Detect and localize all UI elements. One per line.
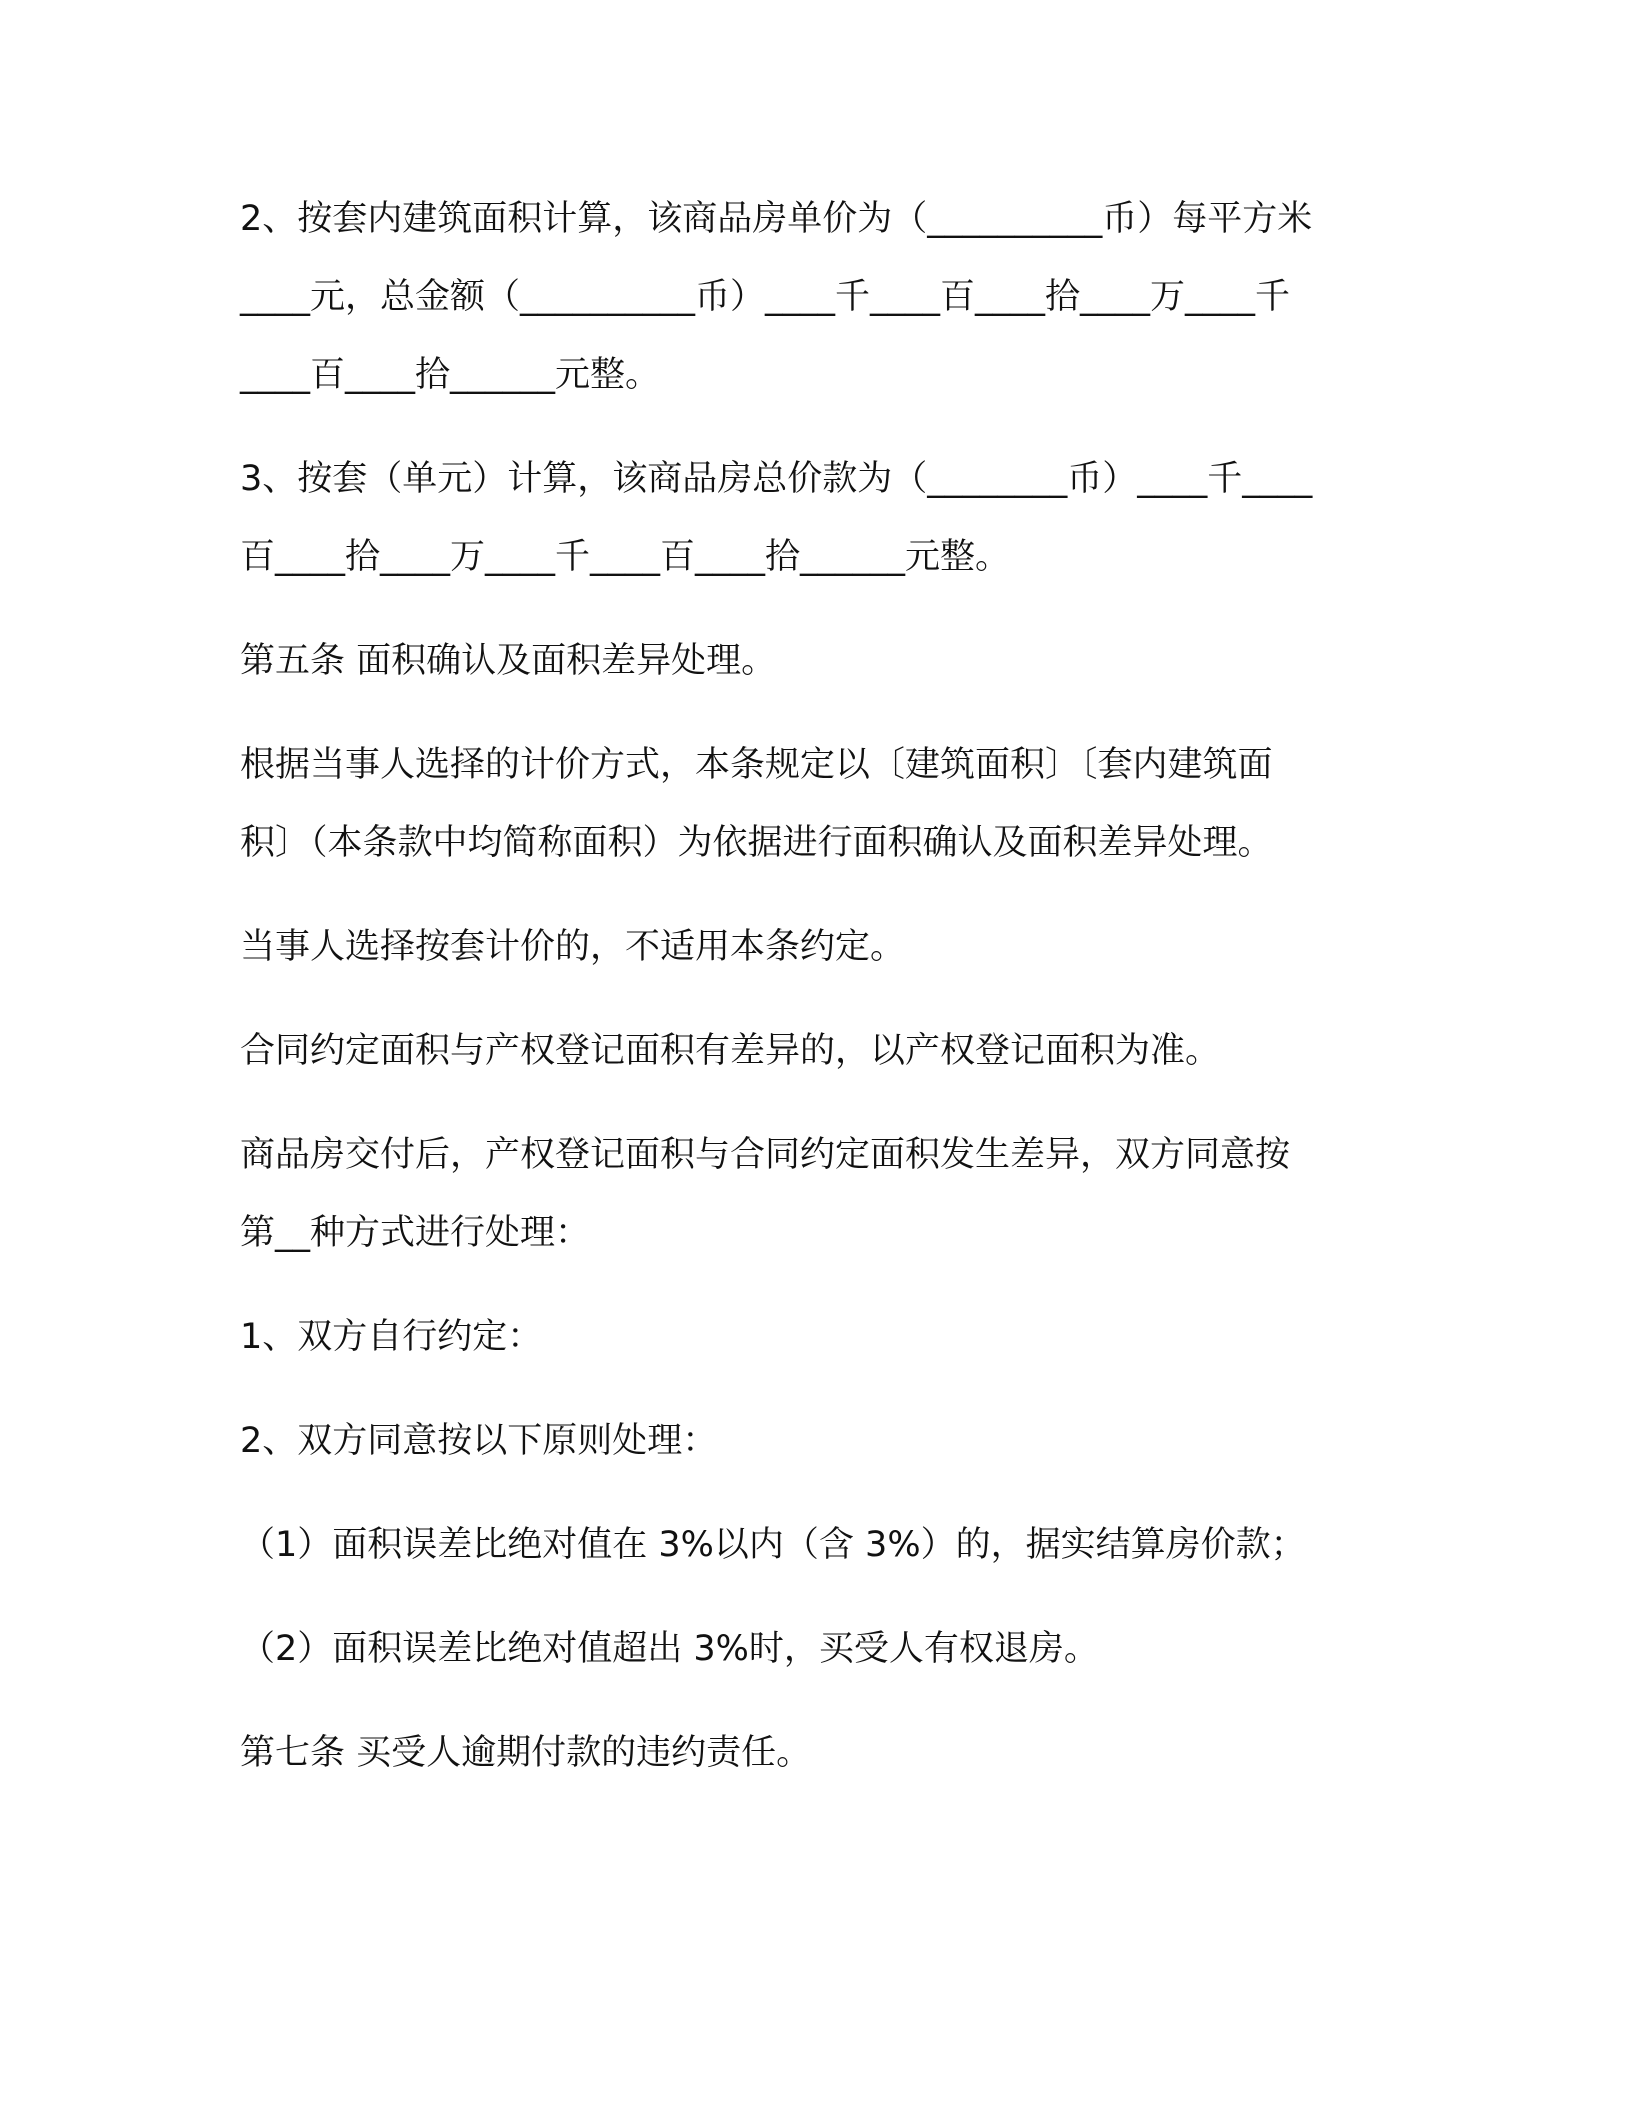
text-line: ____百____拾______元整。 <box>240 355 661 395</box>
text-line: 根据当事人选择的计价方式，本条规定以〔建筑面积〕〔套内建筑面 <box>240 745 1273 785</box>
paragraph-option-2-item-2 <box>240 1610 1400 1688</box>
paragraph-article-5-basis <box>240 726 1400 882</box>
paragraph-option-1 <box>240 1298 1400 1376</box>
text-line: 商品房交付后，产权登记面积与合同约定面积发生差异，双方同意按 <box>240 1135 1291 1175</box>
text-line: 当事人选择按套计价的，不适用本条约定。 <box>240 927 906 967</box>
document-page <box>240 180 1400 1818</box>
text-line: （1）面积误差比绝对值在 3%以内（含 3%）的，据实结算房价款； <box>240 1525 1306 1565</box>
paragraph-option-2-item-1 <box>240 1506 1400 1584</box>
paragraph-price-by-unit <box>240 440 1400 596</box>
text-line: 第__种方式进行处理： <box>240 1213 591 1253</box>
text-line: 1、双方自行约定： <box>240 1317 543 1357</box>
article-5-heading <box>240 622 1400 700</box>
text-line: 百____拾____万____千____百____拾______元整。 <box>240 537 1011 577</box>
paragraph-handling <box>240 1116 1400 1272</box>
paragraph-option-2 <box>240 1402 1400 1480</box>
paragraph-price-by-inner-area <box>240 180 1400 414</box>
text-line: 2、双方同意按以下原则处理： <box>240 1421 718 1461</box>
text-line: 3、按套（单元）计算，该商品房总价款为（________币）____千____ <box>240 459 1313 499</box>
text-line: 第七条 买受人逾期付款的违约责任。 <box>240 1733 812 1773</box>
text-line: 积〕（本条款中均简称面积）为依据进行面积确认及面积差异处理。 <box>240 823 1273 863</box>
paragraph-registration <box>240 1012 1400 1090</box>
article-7-heading <box>240 1714 1400 1792</box>
text-line: 合同约定面积与产权登记面积有差异的，以产权登记面积为准。 <box>240 1031 1221 1071</box>
text-line: ____元，总金额（__________币）____千____百____拾____万____千 <box>240 277 1291 317</box>
text-line: 2、按套内建筑面积计算，该商品房单价为（__________币）每平方米 <box>240 199 1313 239</box>
paragraph-unit-exclusion <box>240 908 1400 986</box>
text-line: 第五条 面积确认及面积差异处理。 <box>240 641 777 681</box>
text-line: （2）面积误差比绝对值超出 3%时，买受人有权退房。 <box>240 1629 1099 1669</box>
